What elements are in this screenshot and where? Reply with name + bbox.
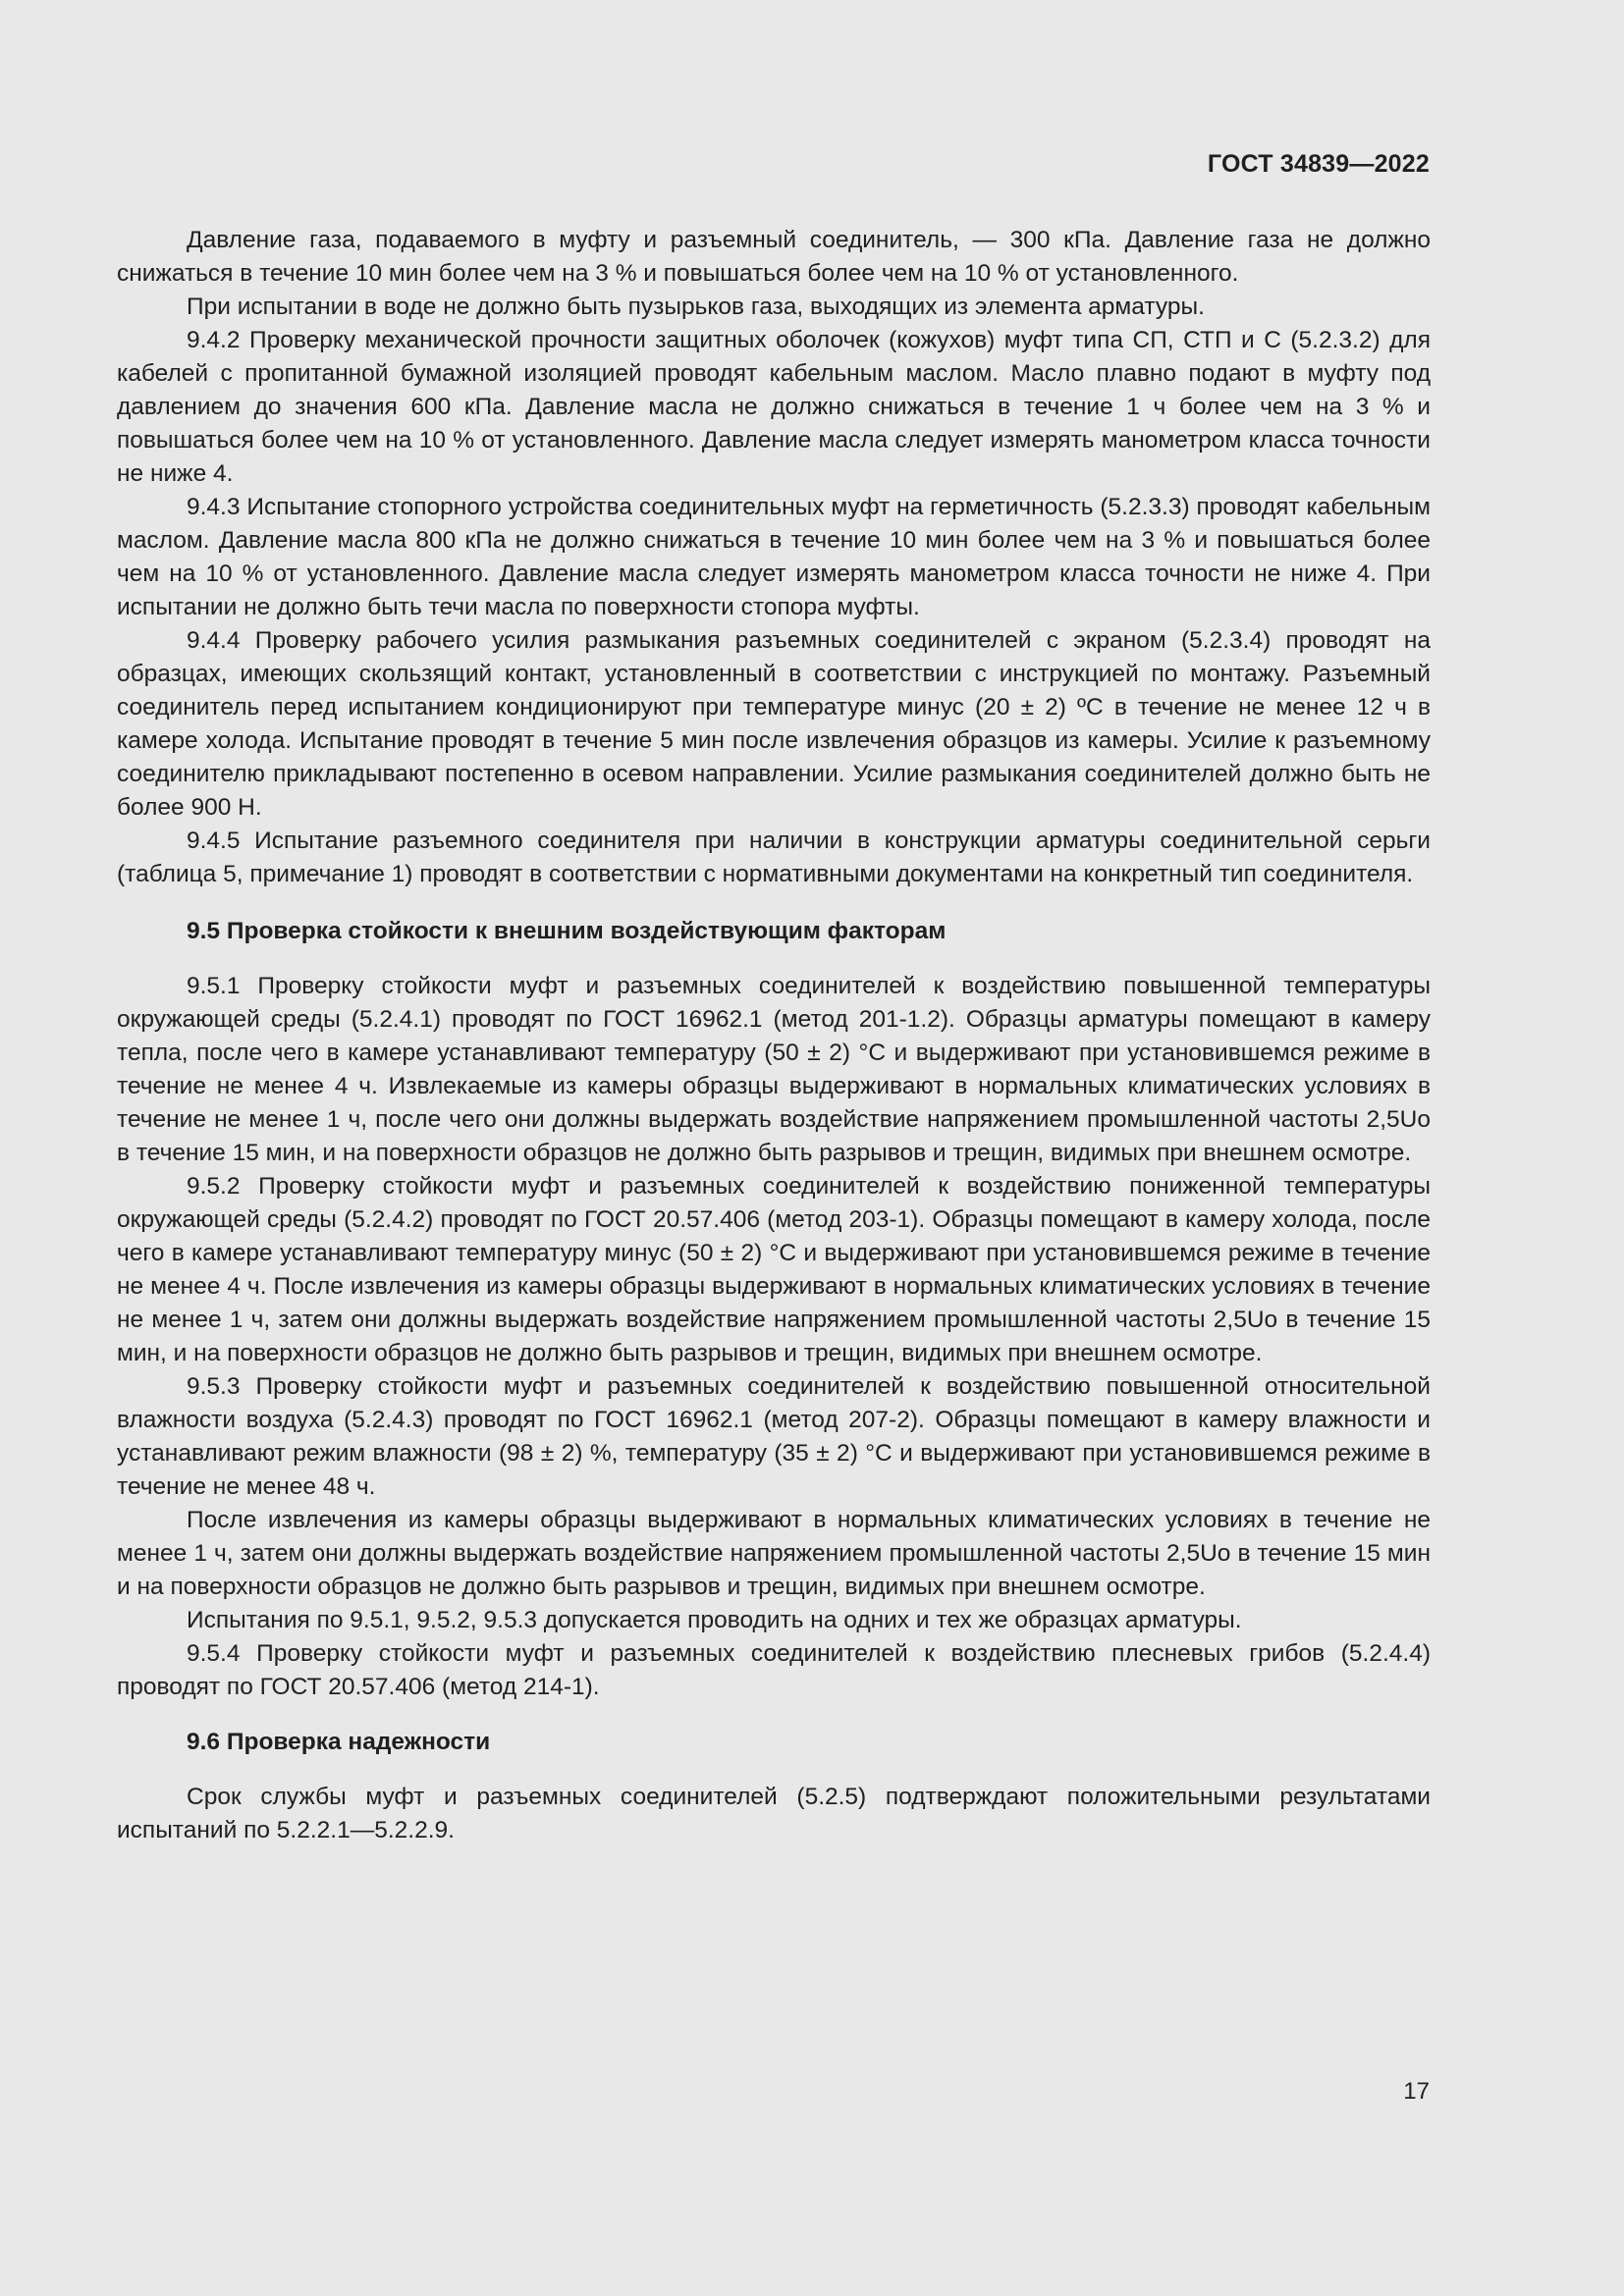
paragraph-gas-pressure: Давление газа, подаваемого в муфту и разъемный соединитель, — 300 кПа. Давление газа не должно снижаться в течение 10 мин более чем на 3 % и повышаться более чем на 10 % от установленного. xyxy=(117,227,1431,287)
document-body xyxy=(117,224,1431,1847)
paragraph-9-4-3: 9.4.3 Испытание стопорного устройства соединительных муфт на герметичность (5.2.3.3) проводят кабельным маслом. Давление масла 800 кПа не должно снижаться в течение 10 мин более чем на 3 % и повышаться более чем на 10 % от установленного. Давление масла следует измерять манометром класса точности не ниже 4. При испытании не должно быть течи масла по поверхности стопора муфты. xyxy=(117,494,1431,620)
paragraph-same-samples-note: Испытания по 9.5.1, 9.5.2, 9.5.3 допускается проводить на одних и тех же образцах арматуры. xyxy=(187,1607,1242,1633)
paragraph-9-5-3: 9.5.3 Проверку стойкости муфт и разъемных соединителей к воздействию повышенной относительной влажности воздуха (5.2.4.3) проводят по ГОСТ 16962.1 (метод 207-2). Образцы помещают в камеру влажности и устанавливают режим влажности (98 ± 2) %, температуру (35 ± 2) °С и выдерживают при установившемся режиме в течение не менее 48 ч. xyxy=(117,1373,1431,1500)
paragraph-9-5-1: 9.5.1 Проверку стойкости муфт и разъемных соединителей к воздействию повышенной температуры окружающей среды (5.2.4.1) проводят по ГОСТ 16962.1 (метод 201-1.2). Образцы арматуры помещают в камеру тепла, после чего в камере устанавливают температуру (50 ± 2) °С и выдерживают при установившемся режиме в течение не менее 4 ч. Извлекаемые из камеры образцы выдерживают в нормальных климатических условиях в течение не менее 1 ч, после чего они должны выдержать воздействие напряжением промышленной частоты 2,5Uо в течение 15 мин, и на поверхности образцов не должно быть разрывов и трещин, видимых при внешнем осмотре. xyxy=(117,973,1431,1166)
paragraph-9-5-3-continued: После извлечения из камеры образцы выдерживают в нормальных климатических условиях в течение не менее 1 ч, затем они должны выдержать воздействие напряжением промышленной частоты 2,5Uо в течение 15 мин и на поверхности образцов не должно быть разрывов и трещин, видимых при внешнем осмотре. xyxy=(117,1507,1431,1600)
paragraph-water-test: При испытании в воде не должно быть пузырьков газа, выходящих из элемента арматуры. xyxy=(187,294,1205,320)
page-number: 17 xyxy=(1403,2078,1430,2105)
paragraph-9-5-2: 9.5.2 Проверку стойкости муфт и разъемных соединителей к воздействию пониженной температуры окружающей среды (5.2.4.2) проводят по ГОСТ 20.57.406 (метод 203-1). Образцы помещают в камеру холода, после чего в камере устанавливают температуру минус (50 ± 2) °С и выдерживают при установившемся режиме в течение не менее 4 ч. После извлечения из камеры образцы выдерживают в нормальных климатических условиях в течение не менее 1 ч, затем они должны выдержать воздействие напряжением промышленной частоты 2,5Uо в течение 15 мин, и на поверхности образцов не должно быть разрывов и трещин, видимых при внешнем осмотре. xyxy=(117,1173,1431,1366)
paragraph-9-6-service-life: Срок службы муфт и разъемных соединителей (5.2.5) подтверждают положительными результатами испытаний по 5.2.2.1—5.2.2.9. xyxy=(117,1784,1431,1843)
paragraph-9-5-4: 9.5.4 Проверку стойкости муфт и разъемных соединителей к воздействию плесневых грибов (5.2.4.4) проводят по ГОСТ 20.57.406 (метод 214-1). xyxy=(117,1640,1431,1700)
paragraph-9-4-2: 9.4.2 Проверку механической прочности защитных оболочек (кожухов) муфт типа СП, СТП и С (5.2.3.2) для кабелей с пропитанной бумажной изоляцией проводят кабельным маслом. Масло плавно подают в муфту под давлением до значения 600 кПа. Давление масла не должно снижаться в течение 1 ч более чем на 3 % и повышаться более чем на 10 % от установленного. Давление масла следует измерять манометром класса точности не ниже 4. xyxy=(117,327,1431,487)
document-header-id: ГОСТ 34839—2022 xyxy=(1207,150,1430,178)
paragraph-9-4-5: 9.4.5 Испытание разъемного соединителя при наличии в конструкции арматуры соединительной серьги (таблица 5, примечание 1) проводят в соответствии с нормативными документами на конкретный тип соединителя. xyxy=(117,828,1431,887)
section-heading-9-5: 9.5 Проверка стойкости к внешним воздействующим факторам xyxy=(187,918,947,944)
section-heading-9-6: 9.6 Проверка надежности xyxy=(187,1729,491,1755)
paragraph-9-4-4: 9.4.4 Проверку рабочего усилия размыкания разъемных соединителей с экраном (5.2.3.4) проводят на образцах, имеющих скользящий контакт, установленный в соответствии с инструкцией по монтажу. Разъемный соединитель перед испытанием кондиционируют при температуре минус (20 ± 2) ºС в течение не менее 12 ч в камере холода. Испытание проводят в течение 5 мин после извлечения образцов из камеры. Усилие к разъемному соединителю прикладывают постепенно в осевом направлении. Усилие размыкания соединителей должно быть не более 900 Н. xyxy=(117,627,1431,821)
